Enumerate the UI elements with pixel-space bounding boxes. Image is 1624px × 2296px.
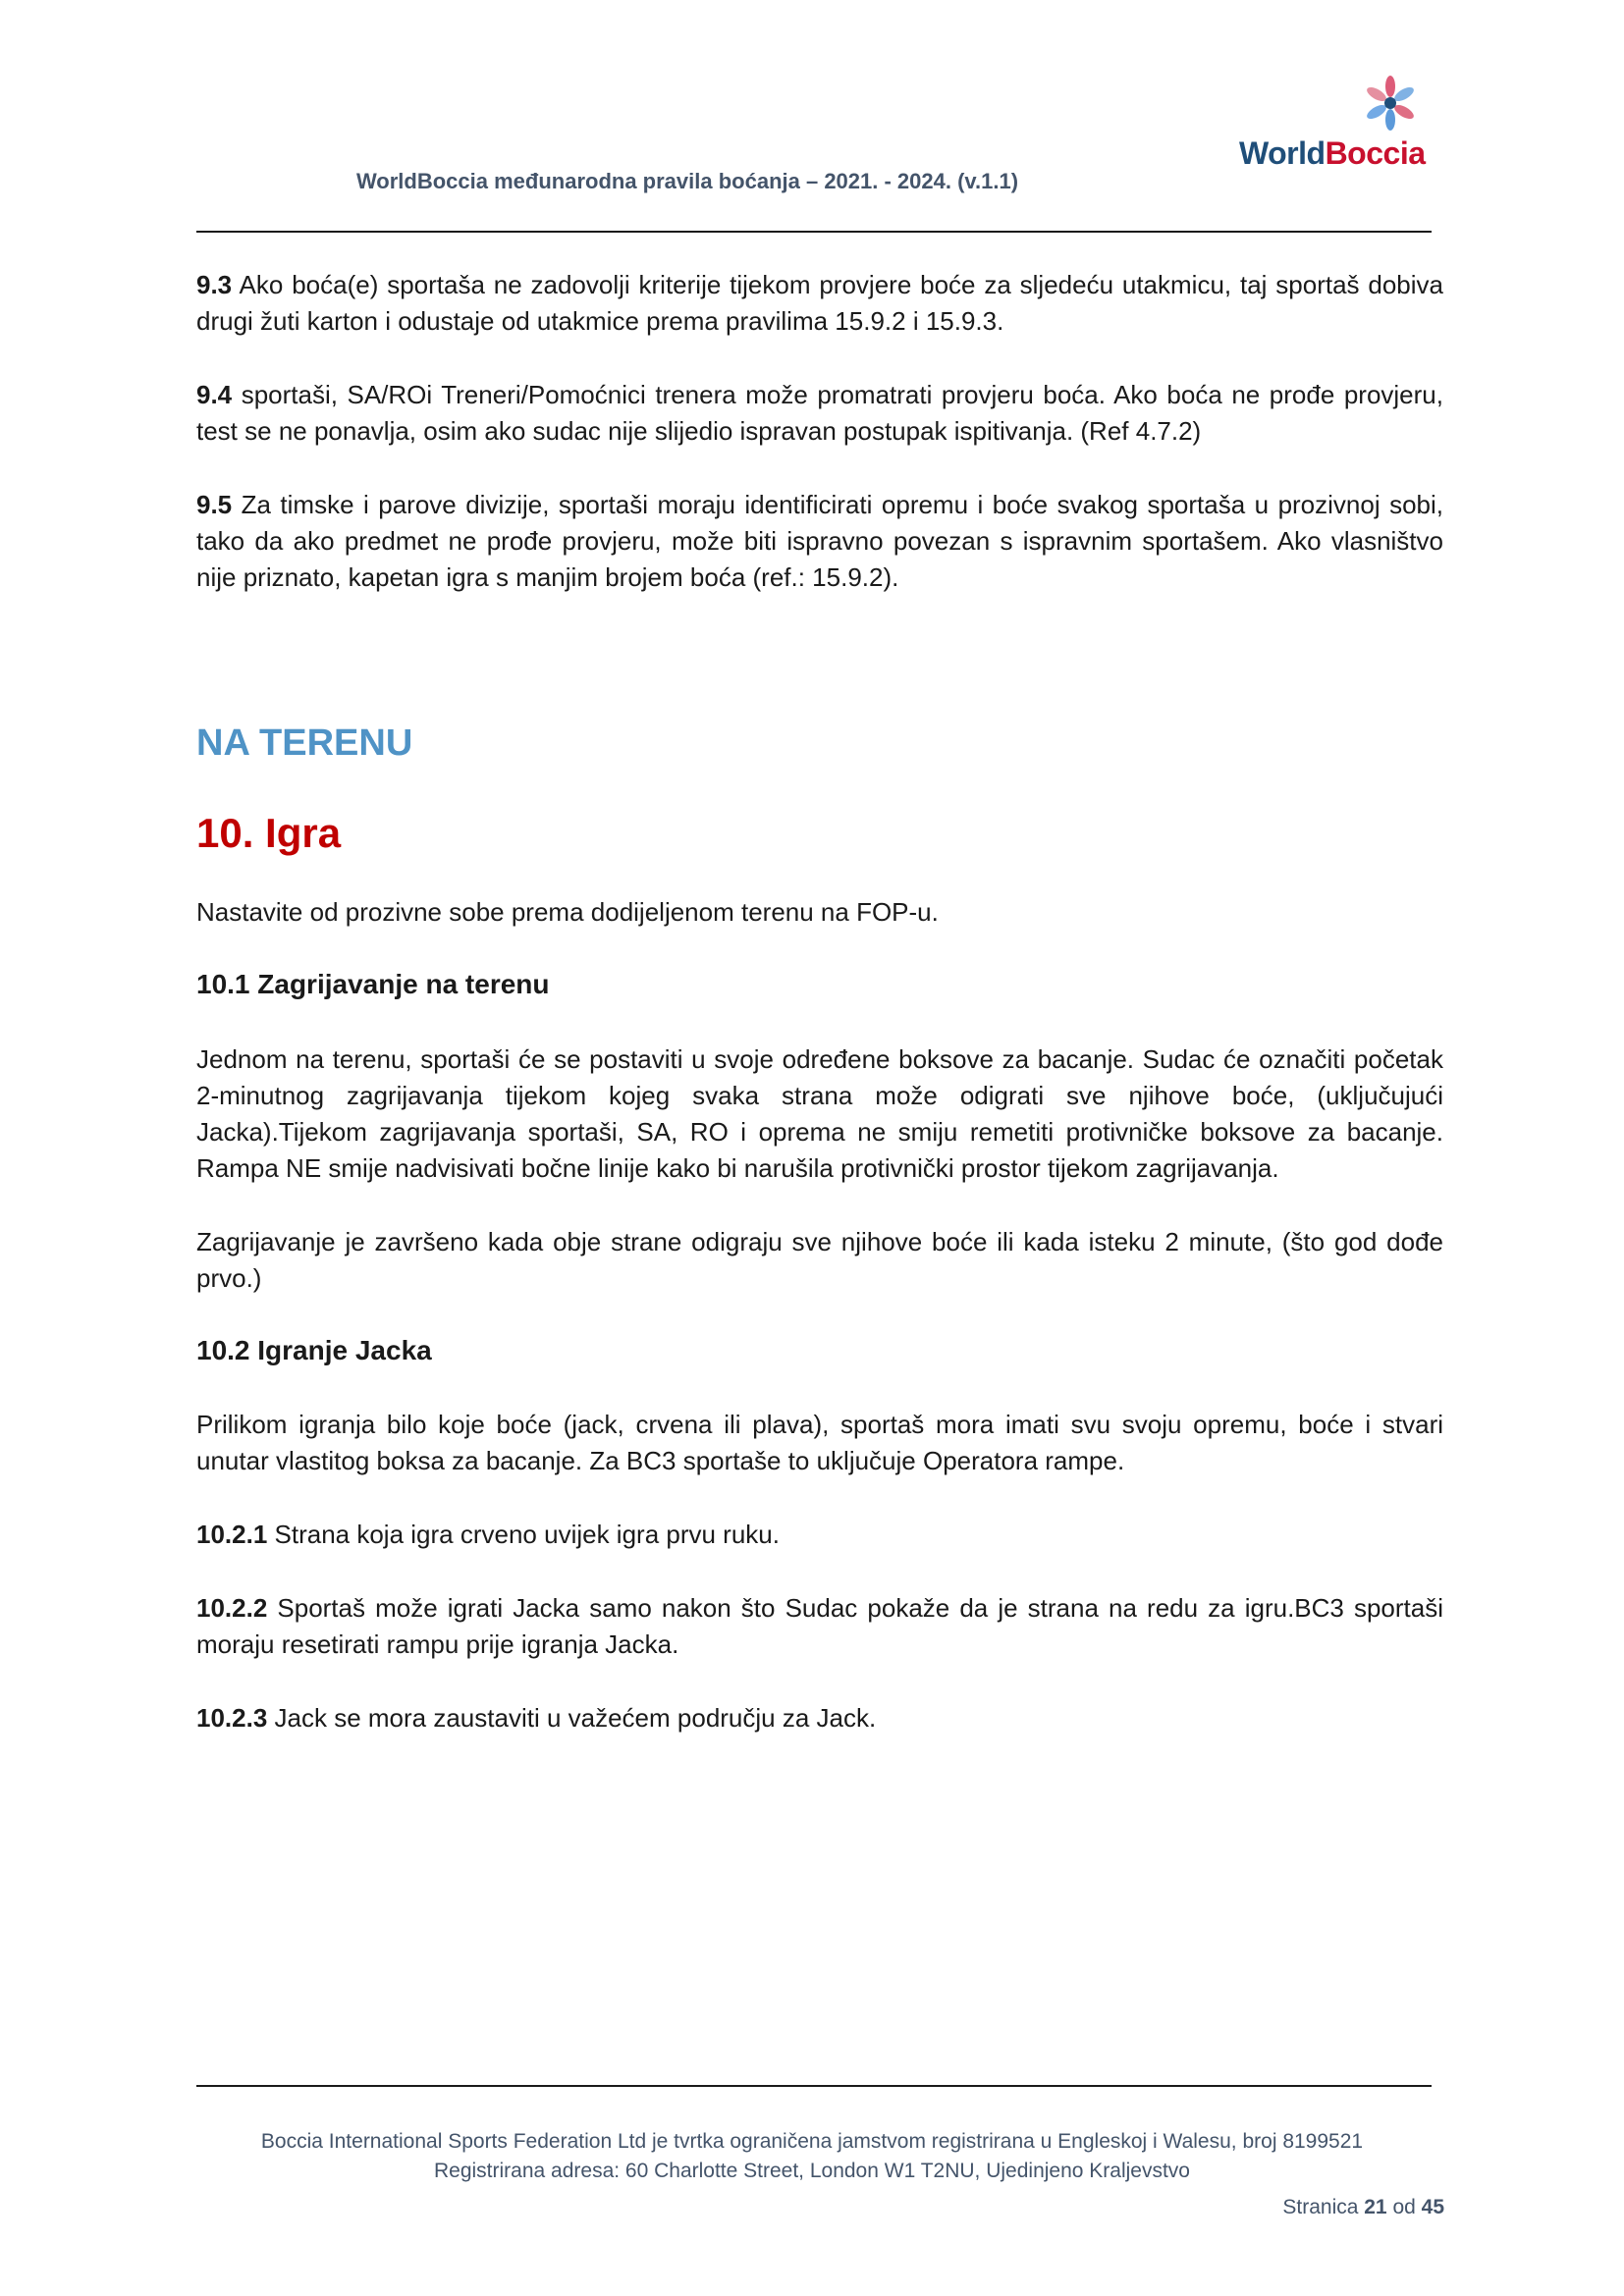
footer-company-info: Boccia International Sports Federation Ltd je tvrtka ograničena jamstvom registrirana u Engleskoj i Walesu, broj 8199521 bbox=[260, 2130, 1364, 2153]
logo-wordmark: WorldBoccia bbox=[1239, 135, 1426, 171]
chapter-title: 10. Igra bbox=[196, 810, 342, 856]
header-divider bbox=[196, 231, 1432, 233]
paragraph-9-4: 9.4 sportaši, SA/ROi Treneri/Pomoćnici trenera može promatrati provjeru boća. Ako boća ne prođe provjeru, test se ne ponavlja, osim ako sudac nije slijedio ispravan postupak ispitivanja. (Ref 4.7.2) bbox=[196, 380, 1443, 446]
paragraph-9-5: 9.5 Za timske i parove divizije, sportaši moraju identificirati opremu i boće svakog sportaša u prozivnoj sobi, tako da ako predmet ne prođe provjeru, može biti ispravno povezan s ispravnim sportašem. Ako vlasništvo nije priznato, kapetan igra s manjim brojem boća (ref.: 15.9.2). bbox=[196, 490, 1443, 592]
paragraph-10-1-b: Zagrijavanje je završeno kada obje strane odigraju sve njihove boće ili kada isteku 2 minute, (što god dođe prvo.) bbox=[196, 1227, 1443, 1293]
worldboccia-logo-mark-icon bbox=[1351, 73, 1430, 133]
footer-address: Registrirana adresa: 60 Charlotte Street, London W1 T2NU, Ujedinjeno Kraljevstvo bbox=[433, 2160, 1190, 2182]
section-title: NA TERENU bbox=[196, 722, 413, 764]
paragraph-10-2-1: 10.2.1 Strana koja igra crveno uvijek igra prvu ruku. bbox=[196, 1520, 780, 1549]
page-number: Stranica 21 od 45 bbox=[1282, 2196, 1444, 2218]
paragraph-10-2-2: 10.2.2 Sportaš može igrati Jacka samo nakon što Sudac pokaže da je strana na redu za igru.BC3 sportaši moraju resetirati rampu prije igranja Jacka. bbox=[196, 1593, 1443, 1659]
main-content bbox=[196, 267, 1443, 1736]
chapter-intro: Nastavite od prozivne sobe prema dodijeljenom terenu na FOP-u. bbox=[196, 897, 939, 927]
paragraph-10-2-3: 10.2.3 Jack se mora zaustaviti u važećem području za Jack. bbox=[196, 1703, 877, 1733]
paragraph-10-1-a: Jednom na terenu, sportaši će se postaviti u svoje određene boksove za bacanje. Sudac će označiti početak 2-minutnog zagrijavanja tijekom kojeg svaka strana može odigrati sve njihove boće, (uključujući Jacka).Tijekom zagrijavanja sportaši, SA, RO i oprema ne smiju remetiti protivničke boksove za bacanje. Rampa NE smije nadvisivati bočne linije kako bi narušila protivnički prostor tijekom zagrijavanja. bbox=[196, 1044, 1443, 1183]
footer-divider bbox=[196, 2085, 1432, 2087]
subsection-title-10-1: 10.1 Zagrijavanje na terenu bbox=[196, 969, 550, 999]
subsection-title-10-2: 10.2 Igranje Jacka bbox=[196, 1335, 432, 1365]
worldboccia-logo bbox=[1239, 73, 1449, 181]
paragraph-10-2: Prilikom igranja bilo koje boće (jack, crvena ili plava), sportaš mora imati svu svoju opremu, boće i stvari unutar vlastitog boksa za bacanje. Za BC3 sportaše to uključuje Operatora rampe. bbox=[196, 1410, 1443, 1475]
header-title: WorldBoccia međunarodna pravila boćanja – 2021. - 2024. (v.1.1) bbox=[355, 169, 1019, 193]
paragraph-9-3: 9.3 Ako boća(e) sportaša ne zadovolji kriterije tijekom provjere boće za sljedeću utakmicu, taj sportaš dobiva drugi žuti karton i odustaje od utakmice prema pravilima 15.9.2 i 15.9.3. bbox=[196, 270, 1443, 336]
